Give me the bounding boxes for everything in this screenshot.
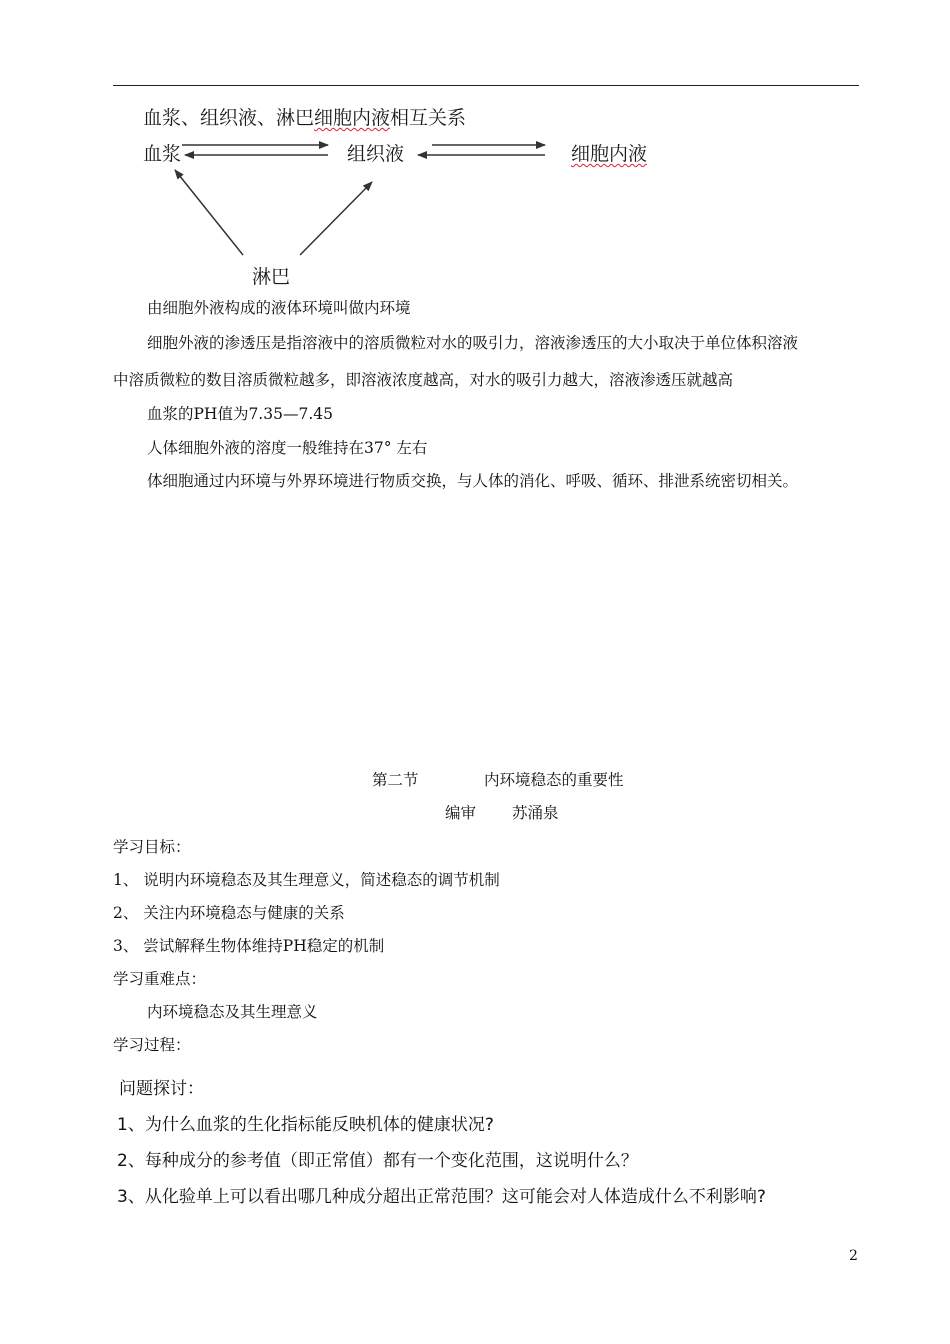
question-item: 1、为什么血浆的生化指标能反映机体的健康状况? <box>117 1115 494 1135</box>
goals-heading: 学习目标： <box>113 838 191 856</box>
paragraph-osmotic-line2: 中溶质微粒的数目溶质微粒越多，即溶液浓度越高，对水的吸引力越大，溶液渗透压就越高 <box>113 371 734 389</box>
paragraph-temperature: 人体细胞外液的溶度一般维持在37° 左右 <box>147 439 428 457</box>
paragraph-internal-environment: 由细胞外液构成的液体环境叫做内环境 <box>147 299 411 317</box>
key-points-heading: 学习重难点： <box>113 970 207 988</box>
editor-label: 编审 <box>445 804 477 822</box>
diagram-title-part-c: 相互关系 <box>390 107 467 129</box>
question-item: 3、从化验单上可以看出哪几种成分超出正常范围？这可能会对人体造成什么不利影响? <box>117 1187 766 1207</box>
page-number: 2 <box>849 1248 858 1264</box>
paragraph-osmotic-line1: 细胞外液的渗透压是指溶液中的溶质微粒对水的吸引力，溶液渗透压的大小取决于单位体积溶液 <box>147 334 799 352</box>
diagram-title-part-a: 血浆、组织液、淋巴 <box>143 107 315 129</box>
diagram-arrows <box>0 0 950 320</box>
question-item: 2、每种成分的参考值（即正常值）都有一个变化范围，这说明什么？ <box>117 1151 638 1171</box>
section-number: 第二节 <box>372 771 419 789</box>
process-heading: 学习过程： <box>113 1036 191 1054</box>
paragraph-ph: 血浆的PH值为7.35—7.45 <box>147 405 333 423</box>
editor-name: 苏涌泉 <box>512 804 559 822</box>
paragraph-exchange: 体细胞通过内环境与外界环境进行物质交换，与人体的消化、呼吸、循环、排泄系统密切相关。 <box>147 472 799 490</box>
goal-item: 2、 关注内环境稳态与健康的关系 <box>113 904 345 922</box>
section-title: 内环境稳态的重要性 <box>484 771 624 789</box>
node-lymph: 淋巴 <box>252 266 291 288</box>
key-point: 内环境稳态及其生理意义 <box>147 1003 318 1021</box>
discussion-heading: 问题探讨： <box>119 1079 204 1099</box>
node-tissue-fluid: 组织液 <box>347 143 405 165</box>
goal-item: 1、 说明内环境稳态及其生理意义，简述稳态的调节机制 <box>113 871 500 889</box>
arrow-tissue-to-lymph <box>300 182 372 255</box>
node-intracellular-fluid: 细胞内液 <box>571 143 648 165</box>
node-plasma: 血浆 <box>143 143 182 165</box>
diagram-title-part-b: 细胞内液 <box>314 107 391 129</box>
goal-item: 3、 尝试解释生物体维持PH稳定的机制 <box>113 937 385 955</box>
arrow-lymph-to-plasma <box>175 170 243 255</box>
